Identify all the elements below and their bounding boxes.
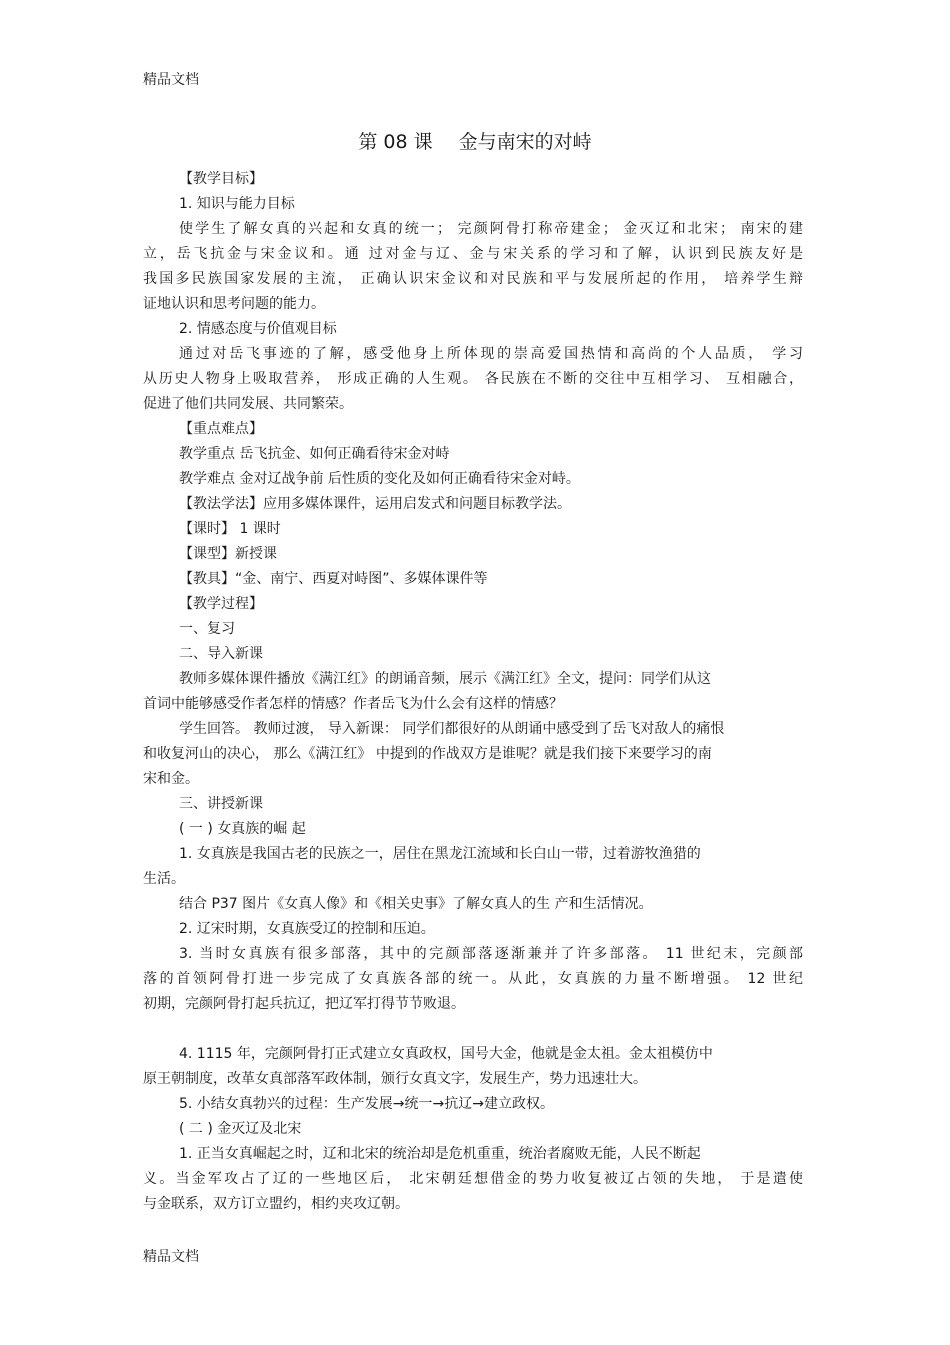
paragraph-line: 学生回答。 教师过渡， 导入新课： 同学们都很好的从朗诵中感受到了岳飞对敌人的痛恨 [179,721,725,737]
paragraph-line: 促进了他们共同发展、共同繁荣。 [143,396,353,412]
page-header: 精品文档 [143,72,199,88]
paragraph-line: 【教具】“金、南宁、西夏对峙图”、多媒体课件等 [179,571,488,587]
lesson-number: 第 08 课 [358,131,433,153]
paragraph-line: 首词中能够感受作者怎样的情感？作者岳飞为什么会有这样的情感？ [143,696,563,712]
paragraph-line: 落的首领阿骨打进一步完成了女真族各部的统一。从此，女真族的力量不断增强。 12 世纪 [143,971,803,987]
lesson-topic: 金与南宋的对峙 [458,131,592,153]
paragraph-line: 通过对岳飞事迹的了解，感受他身上所体现的崇高爱国热情和高尚的个人品质， 学习 [179,346,803,362]
subheading: 一、复习 [179,621,235,637]
subheading: 二、导入新课 [179,646,263,662]
document-body [143,167,803,1217]
paragraph-line: 原王朝制度，改革女真部落军政体制，颁行女真文字，发展生产，势力迅速壮大。 [143,1071,647,1087]
paragraph-line: 使学生了解女真的兴起和女真的统一； 完颜阿骨打称帝建金； 金灭辽和北宋； 南宋的建 [179,221,803,237]
paragraph-line: 生活。 [143,871,185,887]
subheading: ( 二 ) 金灭辽及北宋 [179,1121,302,1137]
paragraph-line: 【教法学法】应用多媒体课件，运用启发式和问题目标教学法。 [179,496,571,512]
paragraph-line: 1. 正当女真崛起之时，辽和北宋的统治却是危机重重，统治者腐败无能，人民不断起 [179,1146,701,1162]
paragraph-line: 和收复河山的决心， 那么《满江红》 中提到的作战双方是谁呢？就是我们接下来要学习的南 [143,746,712,762]
blank-line [143,1017,803,1042]
paragraph-line: 我国多民族国家发展的主流， 正确认识宋金议和对民族和平与发展所起的作用， 培养学生辩 [143,271,803,287]
paragraph-line: 宋和金。 [143,771,199,787]
page-footer: 精品文档 [143,1249,199,1265]
paragraph-line: 1. 女真族是我国古老的民族之一，居住在黑龙江流域和长白山一带，过着游牧渔猎的 [179,846,701,862]
paragraph-line: 3. 当时女真族有很多部落，其中的完颜部落逐渐兼并了许多部落。 11 世纪末，完颜部 [179,946,803,962]
paragraph-line: 初期，完颜阿骨打起兵抗辽，把辽军打得节节败退。 [143,996,465,1012]
paragraph-line: 与金联系，双方订立盟约，相约夹攻辽朝。 [143,1196,409,1212]
paragraph-line: 【课型】新授课 [179,546,277,562]
section-heading: 【教学过程】 [179,596,263,612]
paragraph-line: 【课时】 1 课时 [179,521,281,537]
paragraph-line: 立，岳飞抗金与宋金议和。通 过对金与辽、金与宋关系的学习和了解，认识到民族友好是 [143,246,803,262]
paragraph-line: 证地认识和思考问题的能力。 [143,296,325,312]
subheading: 2. 情感态度与价值观目标 [179,321,337,337]
section-heading: 【重点难点】 [179,421,263,437]
section-heading: 【教学目标】 [179,171,263,187]
subheading: 三、讲授新课 [179,796,263,812]
paragraph-line: 5. 小结女真勃兴的过程：生产发展→统一→抗辽→建立政权。 [179,1096,554,1112]
paragraph-line: 教师多媒体课件播放《满江红》的朗诵音频，展示《满江红》全文，提问：同学们从这 [179,671,711,687]
paragraph-line: 教学重点 岳飞抗金、如何正确看待宋金对峙 [179,446,450,462]
subheading: 1. 知识与能力目标 [179,196,295,212]
paragraph-line: 结合 P37 图片《女真人像》和《相关史事》了解女真人的生 产和生活情况。 [179,896,653,912]
paragraph-line: 教学难点 金对辽战争前 后性质的变化及如何正确看待宋金对峙。 [179,471,580,487]
paragraph-line: 义。当金军攻占了辽的一些地区后， 北宋朝廷想借金的势力收复被辽占领的失地， 于是遣使 [143,1171,803,1187]
paragraph-line: 4. 1115 年，完颜阿骨打正式建立女真政权，国号大金，他就是金太祖。金太祖模仿中 [179,1046,713,1062]
lesson-title [0,128,950,156]
subheading: ( 一 ) 女真族的崛 起 [179,821,306,837]
paragraph-line: 2. 辽宋时期，女真族受辽的控制和压迫。 [179,921,435,937]
paragraph-line: 从历史人物身上吸取营养， 形成正确的人生观。 各民族在不断的交往中互相学习、 互相融合， [143,371,803,387]
